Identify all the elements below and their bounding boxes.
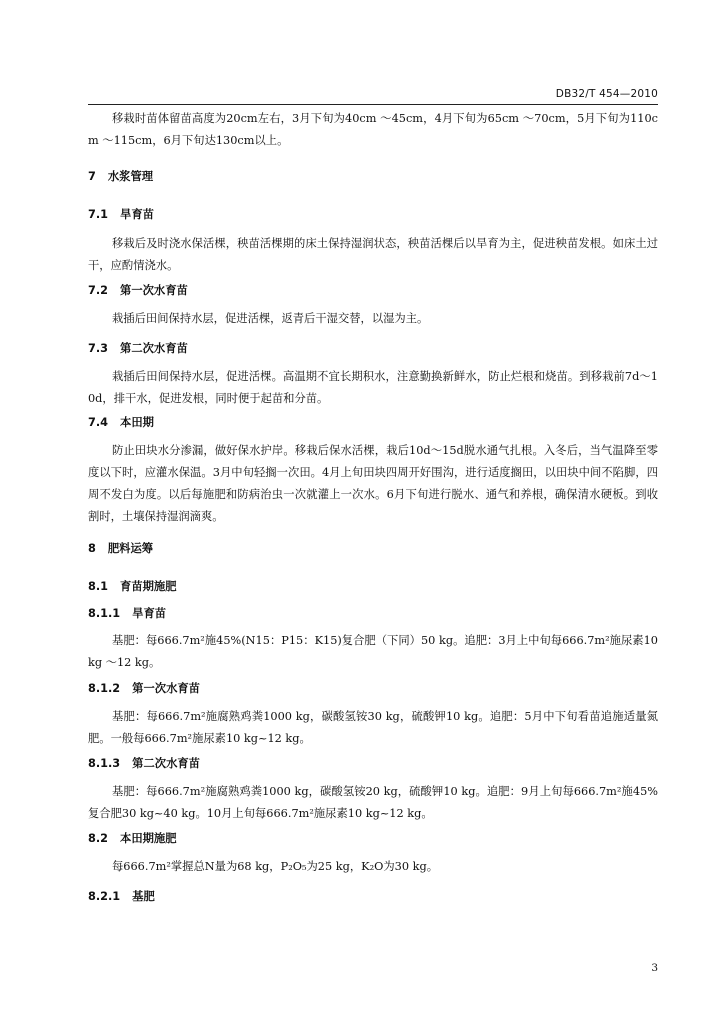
- subsubsection-number: 8.1.1: [88, 607, 121, 620]
- subsection-title: 第二次水育苗: [120, 342, 188, 355]
- section-title: 水浆管理: [107, 170, 154, 183]
- paragraph: 基肥：每666.7m²施腐熟鸡粪1000 kg，碳酸氢铵30 kg，硫酸钾10 kg。追肥：5月中下旬看苗追施适量氮肥。一般每666.7m²施尿素10 kg~12 kg。: [88, 710, 658, 745]
- subsection-title: 本田期: [120, 416, 154, 429]
- section-heading: [88, 168, 658, 186]
- paragraph: 移栽时苗体留苗高度为20cm左右，3月下旬为40cm ～45cm，4月下旬为65cm ～70cm，5月下旬为110cm ～115cm，6月下旬达130cm以上。: [88, 112, 658, 147]
- section-number: 8: [88, 542, 96, 555]
- subsubsection-heading: [88, 605, 658, 623]
- subsubsection-heading: [88, 680, 658, 698]
- subsection-title: 第一次水育苗: [120, 284, 188, 297]
- subsection-heading: [88, 830, 658, 848]
- subsection-number: 7.1: [88, 208, 109, 221]
- subsubsection-number: 8.1.3: [88, 757, 121, 770]
- subsection-heading: [88, 340, 658, 358]
- paragraph: 基肥：每666.7m²施腐熟鸡粪1000 kg，碳酸氢铵20 kg，硫酸钾10 kg。追肥：9月上旬每666.7m²施45%复合肥30 kg~40 kg。10月上旬每666.7m²施尿素10 kg~12 kg。: [88, 785, 658, 820]
- subsection-number: 7.2: [88, 284, 109, 297]
- section-title: 肥料运筹: [107, 542, 154, 555]
- paragraph: 每666.7m²掌握总N量为68 kg，P₂O₅为25 kg，K₂O为30 kg。: [112, 860, 439, 873]
- subsection-title: 育苗期施肥: [120, 580, 177, 593]
- header-rule: [88, 104, 658, 105]
- subsection-number: 7.4: [88, 416, 109, 429]
- subsection-title: 旱育苗: [120, 208, 154, 221]
- subsubsection-title: 第二次水育苗: [132, 757, 200, 770]
- subsubsection-heading: [88, 888, 658, 906]
- subsection-number: 8.2: [88, 832, 109, 845]
- subsubsection-title: 基肥: [132, 890, 155, 903]
- subsection-title: 本田期施肥: [120, 832, 177, 845]
- subsubsection-number: 8.1.2: [88, 682, 121, 695]
- paragraph: 基肥：每666.7m²施45%(N15：P15：K15)复合肥（下同）50 kg。追肥：3月上中旬每666.7m²施尿素10 kg ～12 kg。: [88, 634, 658, 669]
- paragraph: 栽插后田间保持水层，促进活棵，返青后干湿交替，以湿为主。: [112, 312, 429, 325]
- subsubsection-title: 第一次水育苗: [132, 682, 200, 695]
- subsection-number: 7.3: [88, 342, 109, 355]
- section-heading: [88, 540, 658, 558]
- document-code: DB32/T 454—2010: [555, 88, 658, 100]
- subsubsection-title: 旱育苗: [132, 607, 167, 620]
- subsection-heading: [88, 578, 658, 596]
- section-number: 7: [88, 170, 96, 183]
- subsection-heading: [88, 282, 658, 300]
- subsubsection-heading: [88, 755, 658, 773]
- paragraph: 防止田块水分渗漏，做好保水护岸。移栽后保水活棵，栽后10d～15d脱水通气扎根。入冬后，当气温降至零度以下时，应灌水保温。3月中旬轻搁一次田。4月上旬田块四周开好围沟，进行适度搁田，以田块中间不陷脚，四周不发白为度。以后每施肥和防病治虫一次就灌上一次水。6月下旬进行脱水、通气和养根，确保清水硬板。到收割时，土壤保持湿润滴爽。: [88, 444, 658, 523]
- subsection-heading: [88, 206, 658, 224]
- paragraph: 移栽后及时浇水保活棵，秧苗活棵期的床土保持湿润状态，秧苗活棵后以旱育为主，促进秧苗发根。如床土过干，应酌情浇水。: [88, 237, 658, 272]
- page-number: 3: [651, 962, 658, 974]
- paragraph: 栽插后田间保持水层，促进活棵。高温期不宜长期积水，注意勤换新鲜水，防止烂根和烧苗。到移栽前7d～10d，排干水，促进发根，同时便于起苗和分苗。: [88, 370, 658, 405]
- subsection-heading: [88, 414, 658, 432]
- subsubsection-number: 8.2.1: [88, 890, 121, 903]
- subsection-number: 8.1: [88, 580, 109, 593]
